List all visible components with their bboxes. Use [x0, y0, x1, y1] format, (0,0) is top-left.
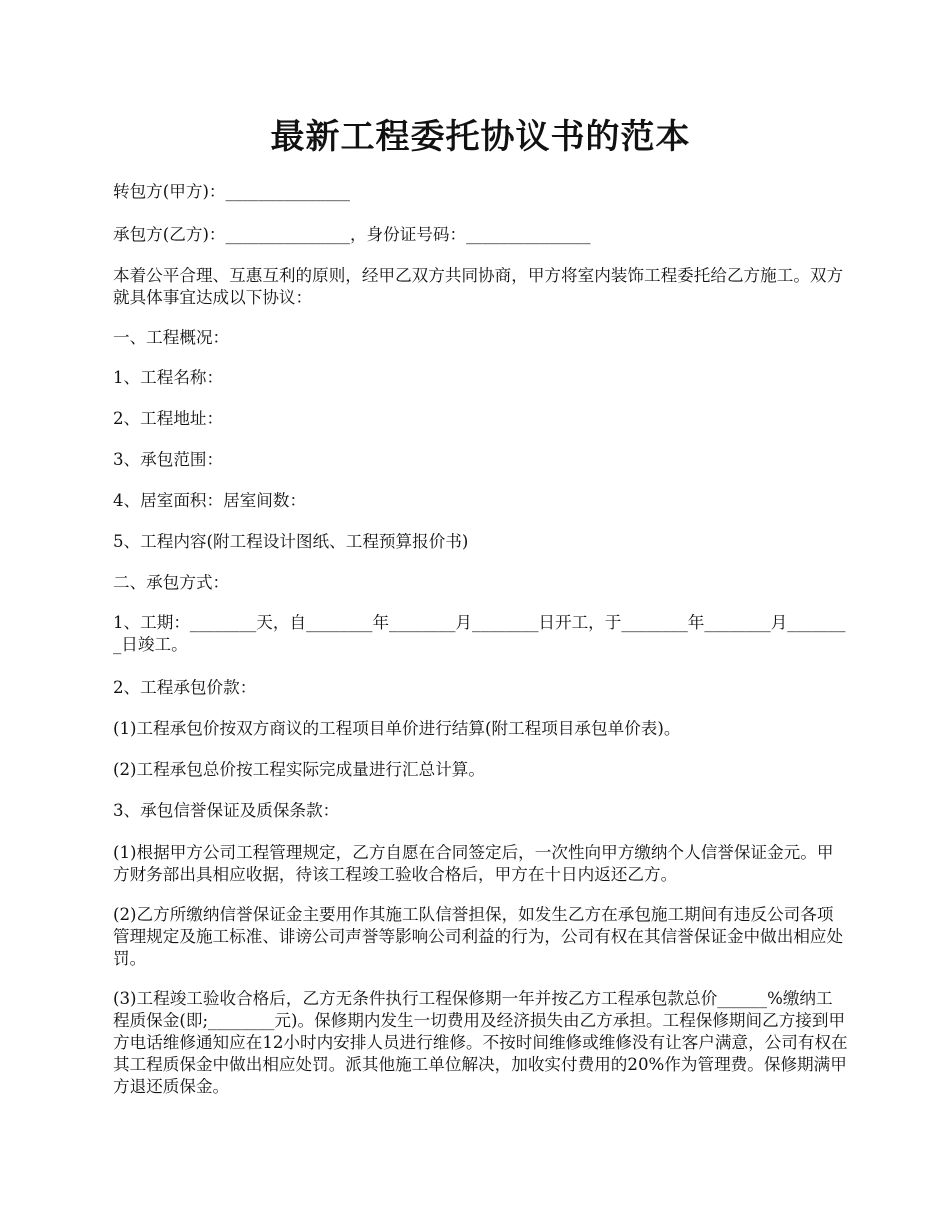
clause-project-address: 2、工程地址：	[113, 409, 224, 428]
clause-guarantee-item-2: (2)乙方所缴纳信誉保证金主要用作其施工队信誉担保，如发生乙方在承包施工期间有违反公司各项管理规定及施工标准、诽谤公司声誉等影响公司利益的行为，公司有权在其信誉保证金中做出相应处罚。	[113, 905, 844, 968]
clause-guarantee-heading: 3、承包信誉保证及质保条款：	[113, 801, 340, 820]
document-title: 最新工程委托协议书的范本	[270, 117, 691, 157]
clause-guarantee-item-3: (3)工程竣工验收合格后，乙方无条件执行工程保修期一年并按乙方工程承包款总价______%缴纳工程质保金(即;________元)。保修期内发生一切费用及经济损失由乙方承担。工程保修期间乙方接到甲方电话维修通知应在12小时内安排人员进行维修。不按时间维修或维修没有让客户满意，公司有权在其工程质保金中做出相应处罚。派其他施工单位解决，加收实付费用的20%作为管理费。保修期满甲方退还质保金。	[113, 989, 848, 1096]
section-heading-overview: 一、工程概况：	[113, 328, 230, 347]
clause-price-item-1: (1)工程承包价按双方商议的工程项目单价进行结算(附工程项目承包单价表)。	[113, 719, 681, 738]
clause-guarantee-item-1: (1)根据甲方公司工程管理规定，乙方自愿在合同签定后，一次性向甲方缴纳个人信誉保证金元。甲方财务部出具相应收据，待该工程竣工验收合格后，甲方在十日内返还乙方。	[113, 843, 834, 884]
party-a-line: 转包方(甲方)：_______________	[113, 182, 350, 201]
intro-paragraph: 本着公平合理、互惠互利的原则，经甲乙双方共同协商，甲方将室内装饰工程委托给乙方施工。双方就具体事宜达成以下协议：	[113, 266, 844, 307]
clause-price-item-2: (2)工程承包总价按工程实际完成量进行汇总计算。	[113, 760, 485, 779]
clause-project-name: 1、工程名称：	[113, 368, 224, 387]
section-heading-contract-method: 二、承包方式：	[113, 573, 230, 592]
clause-project-content: 5、工程内容(附工程设计图纸、工程预算报价书)	[113, 532, 469, 551]
party-b-line: 承包方(乙方)：_______________，身份证号码：_______________	[113, 225, 591, 244]
clause-contract-scope: 3、承包范围：	[113, 450, 224, 469]
clause-room-area: 4、居室面积：居室间数：	[113, 491, 307, 510]
clause-schedule: 1、工期：________天，自________年________月________日开工，于________年________月________日竣工。	[113, 613, 846, 654]
clause-contract-price: 2、工程承包价款：	[113, 678, 257, 697]
